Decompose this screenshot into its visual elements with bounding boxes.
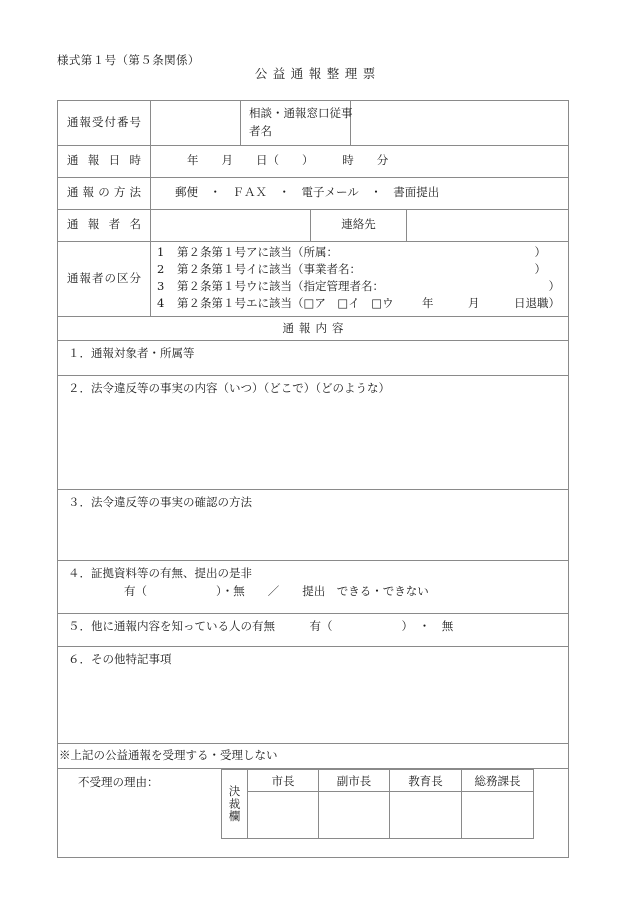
category-option-text: 第２条第１号イに該当（事業者名： xyxy=(177,261,361,276)
category-option-number: 2 xyxy=(157,261,165,276)
approval-column-label xyxy=(222,770,248,839)
content-item-label: ５．他に通報内容を知っている人の有無 有（ ） ・ 無 xyxy=(68,619,454,634)
content-item-label: ３．法令違反等の事実の確認の方法 xyxy=(68,495,252,510)
content-item-field[interactable] xyxy=(58,490,569,561)
staff-name-label-line: 相談・通報窓口従事 xyxy=(249,106,353,120)
datetime-field[interactable] xyxy=(151,145,569,177)
receipt-number-field[interactable] xyxy=(151,101,241,146)
category-option-number: 4 xyxy=(157,296,165,311)
content-item-suboptions[interactable]: 有（ ）・無 ／ 提出 できる・できない xyxy=(124,584,429,599)
approval-label-char: 裁 xyxy=(228,796,241,811)
stamp-field-mayor[interactable] xyxy=(248,792,319,839)
category-option-text: 第２条第１号ウに該当（指定管理者名： xyxy=(177,279,384,294)
content-item-field[interactable] xyxy=(58,647,569,744)
page-title: 公益通報整理票 xyxy=(254,66,381,81)
staff-name-label-line: 者名 xyxy=(249,123,272,138)
table-row-reporter-name xyxy=(58,209,569,241)
acceptance-decision[interactable]: ※上記の公益通報を受理する・受理しない xyxy=(58,744,569,769)
staff-name-field[interactable] xyxy=(351,101,569,146)
table-row-content-item xyxy=(58,341,569,376)
receipt-number-label: 通報受付番号 xyxy=(58,101,151,146)
content-item-field[interactable] xyxy=(58,376,569,490)
table-row-method xyxy=(58,177,569,209)
category-option-close: ） xyxy=(534,244,546,259)
table-row-acceptance xyxy=(58,744,569,769)
category-option[interactable] xyxy=(157,261,562,278)
method-options: 郵便 ・ ＦＡＸ ・ 電子メール ・ 書面提出 xyxy=(175,185,440,200)
staff-name-label xyxy=(241,101,351,146)
content-item-field[interactable] xyxy=(58,561,569,614)
stamp-title-mayor: 市長 xyxy=(248,770,319,792)
category-option[interactable] xyxy=(157,278,562,295)
stamp-field-deputy-mayor[interactable] xyxy=(319,792,390,839)
table-row-content-item xyxy=(58,490,569,561)
table-row-content-item xyxy=(58,376,569,490)
method-field[interactable] xyxy=(151,177,569,209)
stamp-header-row xyxy=(222,770,534,792)
table-row-receipt-number xyxy=(58,101,569,146)
category-option-number: 3 xyxy=(157,279,165,294)
table-row-content-item xyxy=(58,647,569,744)
table-row-content-item xyxy=(58,614,569,647)
table-row-reporter-category xyxy=(58,241,569,316)
rejection-reason-field[interactable]: 不受理の理由： xyxy=(58,769,569,858)
category-option-close: 年 月 日退職） xyxy=(422,296,560,311)
stamp-field-education-superintendent[interactable] xyxy=(390,792,462,839)
table-row-content-item xyxy=(58,561,569,614)
stamp-title-deputy-mayor: 副市長 xyxy=(319,770,390,792)
category-option[interactable] xyxy=(157,244,562,261)
contact-label: 連絡先 xyxy=(311,209,407,241)
approval-stamp-table xyxy=(221,769,534,839)
content-item-label: ２．法令違反等の事実の内容（いつ）（どこで）（どのような） xyxy=(68,381,390,396)
content-item-rows xyxy=(58,341,569,744)
stamp-title-general-affairs-chief: 総務課長 xyxy=(462,770,534,792)
category-label: 通報者の区分 xyxy=(58,241,151,316)
content-item-label: １．通報対象者・所属等 xyxy=(68,346,195,361)
datetime-label: 通報日時 xyxy=(58,145,151,177)
category-option-close: ） xyxy=(534,261,546,276)
content-item-field[interactable] xyxy=(58,614,569,647)
table-row-content-header xyxy=(58,316,569,341)
contact-field[interactable] xyxy=(407,209,569,241)
form-number: 様式第１号（第５条関係） xyxy=(57,53,200,67)
approval-label-char: 決 xyxy=(228,783,241,798)
approval-label-char: 欄 xyxy=(228,809,241,824)
category-option-number: 1 xyxy=(157,244,165,259)
category-option-text: 第２条第１号アに該当（所属： xyxy=(177,244,338,259)
method-label: 通報の方法 xyxy=(58,177,151,209)
koeki-report-form-table xyxy=(57,100,569,858)
reporter-name-field[interactable] xyxy=(151,209,311,241)
content-item-field[interactable] xyxy=(58,341,569,376)
category-option[interactable] xyxy=(157,295,562,312)
category-options[interactable] xyxy=(151,241,569,316)
table-row-datetime xyxy=(58,145,569,177)
datetime-value: 年 月 日（ ） 時 分 xyxy=(187,153,389,168)
content-item-label: ６．その他特記事項 xyxy=(68,652,172,667)
content-section-title: 通報内容 xyxy=(58,316,569,341)
category-option-text: 第２条第１号エに該当（□ア □イ □ウ xyxy=(177,296,394,311)
stamp-body-row xyxy=(222,792,534,839)
stamp-title-education-superintendent: 教育長 xyxy=(390,770,462,792)
reporter-name-label: 通報者名 xyxy=(58,209,151,241)
category-option-close: ） xyxy=(548,279,560,294)
content-item-label: ４．証拠資料等の有無、提出の是非 xyxy=(68,566,252,581)
stamp-field-general-affairs-chief[interactable] xyxy=(462,792,534,839)
